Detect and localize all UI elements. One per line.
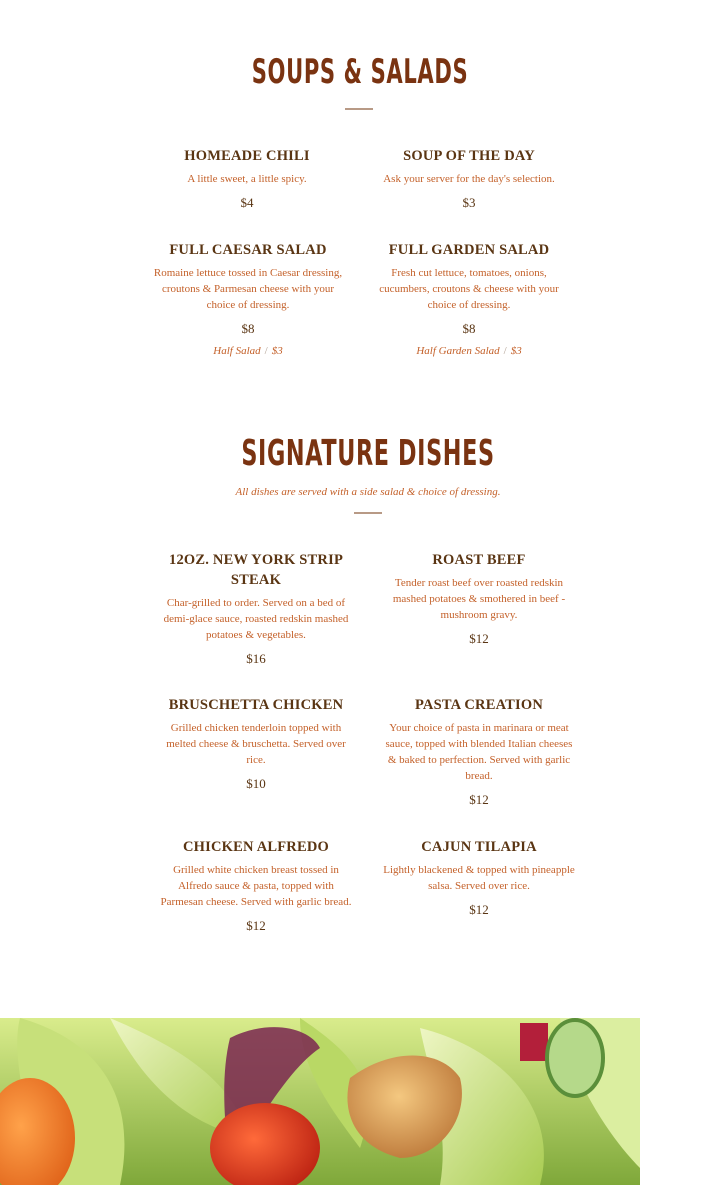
item-price: $4 xyxy=(240,195,254,210)
signature-dishes-subtitle: All dishes are served with a side salad & choice of dressing. xyxy=(235,486,501,498)
menu-item-chicken-alfredo xyxy=(158,837,354,934)
item-price: $12 xyxy=(469,631,489,646)
item-price: $12 xyxy=(469,902,489,917)
item-price: $10 xyxy=(246,776,266,791)
signature-dishes-title: SIGNATURE DISHES xyxy=(241,433,495,474)
menu-item-homeade-chili xyxy=(149,146,345,211)
menu-item-full-garden-salad xyxy=(371,240,567,357)
menu-item-roast-beef xyxy=(381,550,577,647)
item-description: Grilled chicken tenderloin topped with melted cheese & bruschetta. Served over rice. xyxy=(166,722,346,766)
menu-item-ny-strip-steak xyxy=(158,550,354,667)
half-portion xyxy=(371,345,567,357)
item-name: ROAST BEEF xyxy=(432,552,526,568)
menu-item-full-caesar-salad xyxy=(149,240,347,357)
menu-item-soup-of-the-day xyxy=(371,146,567,211)
item-name: 12OZ. NEW YORK STRIP STEAK xyxy=(169,552,343,588)
item-price: $8 xyxy=(462,321,476,336)
item-name: SOUP OF THE DAY xyxy=(403,148,535,164)
item-price: $16 xyxy=(246,651,266,666)
item-description: A little sweet, a little spicy. xyxy=(187,173,307,185)
item-price: $8 xyxy=(241,321,255,336)
item-description: Ask your server for the day's selection. xyxy=(383,173,555,185)
item-name: PASTA CREATION xyxy=(414,697,544,713)
item-name: CHICKEN ALFREDO xyxy=(182,839,329,855)
item-name: HOMEADE CHILI xyxy=(184,148,310,164)
soups-salads-title: SOUPS & SALADS xyxy=(251,52,469,92)
item-description: Your choice of pasta in marinara or meat sauce, topped with blended Italian cheeses & baked to perfection. Served with garlic bread. xyxy=(385,722,573,782)
half-portion-label: Half Salad xyxy=(213,345,261,357)
half-portion xyxy=(149,345,347,357)
menu-item-cajun-tilapia xyxy=(381,837,577,918)
half-portion-separator: / xyxy=(264,345,268,357)
half-portion-price: $3 xyxy=(510,345,522,357)
half-portion-price: $3 xyxy=(271,345,283,357)
item-description: Tender roast beef over roasted redskin mashed potatoes & smothered in beef - mushroom gravy. xyxy=(392,577,566,621)
menu-item-bruschetta-chicken xyxy=(158,695,354,792)
item-description: Romaine lettuce tossed in Caesar dressing, croutons & Parmesan cheese with your choice of dressing. xyxy=(153,267,343,311)
menu-item-pasta-creation xyxy=(381,695,577,808)
item-description: Lightly blackened & topped with pineapple salsa. Served over rice. xyxy=(383,864,575,892)
soups-salads-divider xyxy=(345,108,373,110)
item-name: FULL CAESAR SALAD xyxy=(169,242,327,258)
salad-photo xyxy=(0,1018,720,1185)
half-portion-label: Half Garden Salad xyxy=(416,345,500,357)
item-name: CAJUN TILAPIA xyxy=(421,839,537,855)
item-name: BRUSCHETTA CHICKEN xyxy=(168,697,344,713)
item-price: $12 xyxy=(469,792,489,807)
item-description: Char-grilled to order. Served on a bed of demi-glace sauce, roasted redskin mashed potatoes & vegetables. xyxy=(163,597,349,641)
item-description: Fresh cut lettuce, tomatoes, onions, cucumbers, croutons & cheese with your choice of dressing. xyxy=(379,267,559,311)
signature-dishes-divider xyxy=(354,512,382,514)
half-portion-separator: / xyxy=(503,345,507,357)
item-description: Grilled white chicken breast tossed in Alfredo sauce & pasta, topped with Parmesan cheese. Served with garlic bread. xyxy=(160,864,352,908)
item-price: $12 xyxy=(246,918,266,933)
item-name: FULL GARDEN SALAD xyxy=(388,242,550,258)
item-price: $3 xyxy=(462,195,476,210)
